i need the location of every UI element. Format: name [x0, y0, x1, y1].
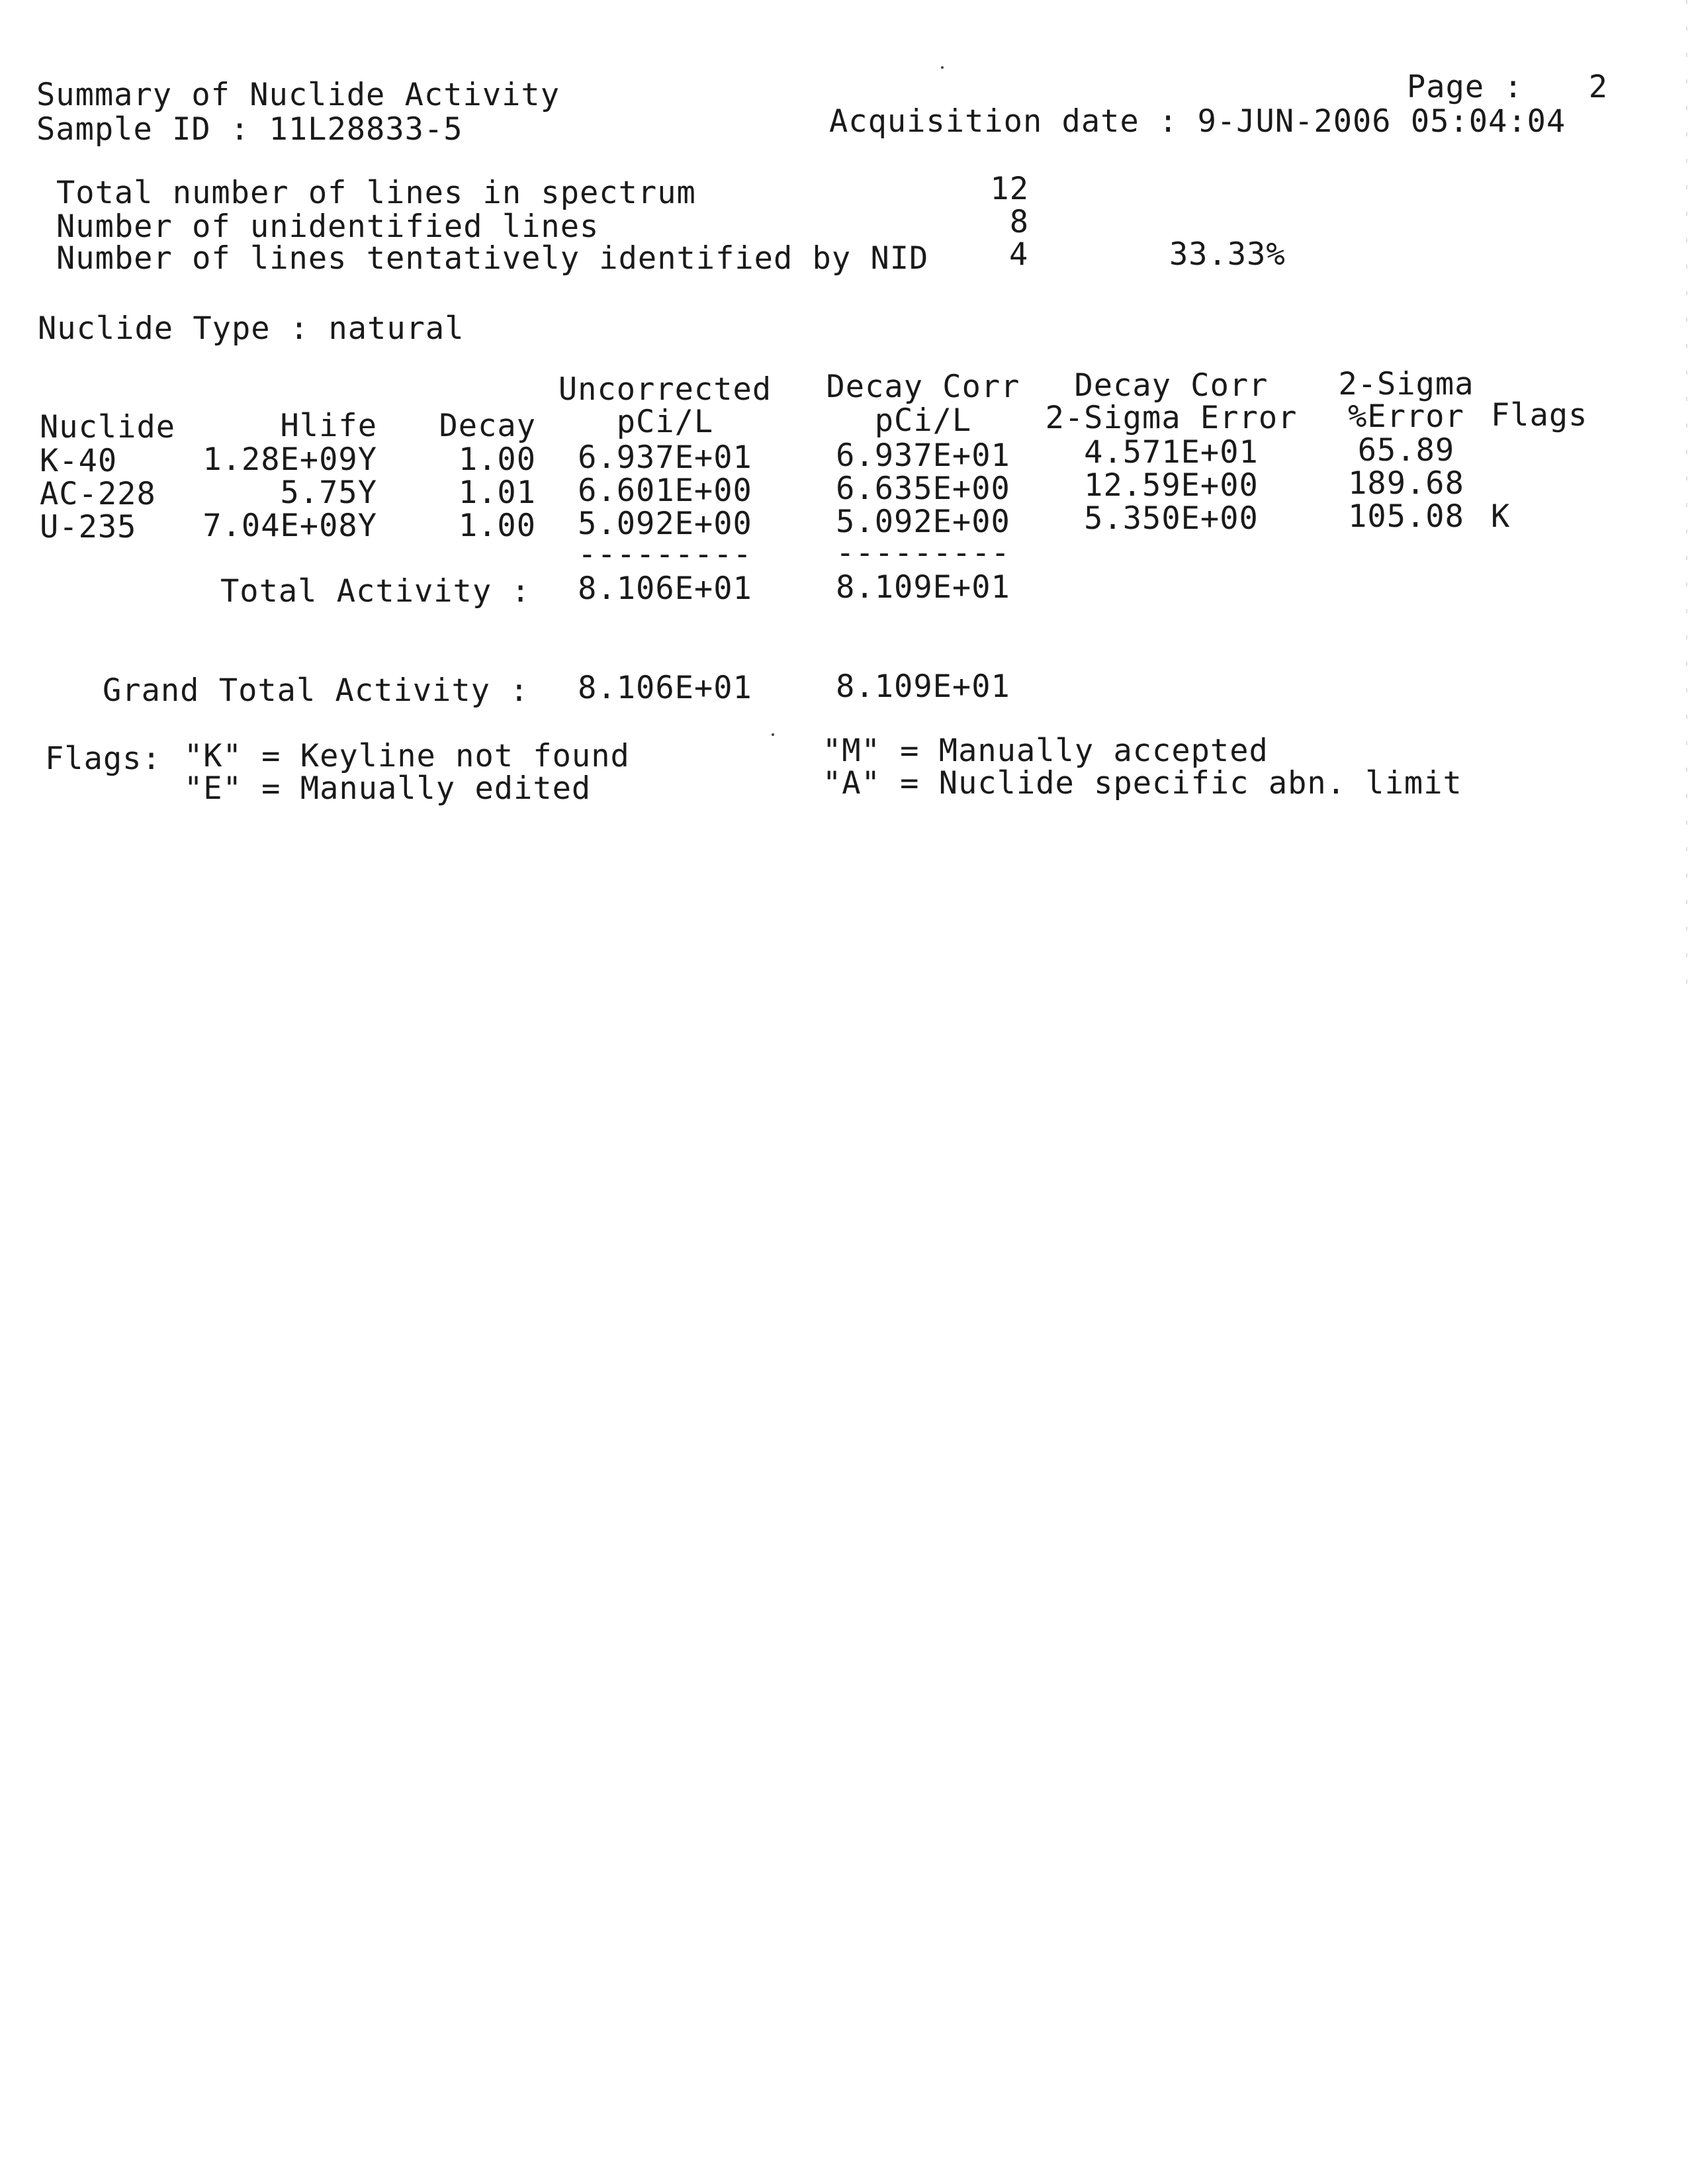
header-decay-corr: Decay Corr: [826, 369, 1020, 405]
row-decay: 1.00: [458, 508, 536, 544]
header-decay-corr-unit: pCi/L: [874, 402, 972, 439]
grand-total-label: Grand Total Activity :: [103, 672, 529, 709]
row-error: 12.59E+00: [1084, 467, 1259, 504]
row-uncorrected: 5.092E+00: [578, 506, 752, 542]
flag-a-legend: "A" = Nuclide specific abn. limit: [823, 765, 1462, 801]
row-uncorrected: 6.937E+01: [578, 439, 752, 476]
acquisition-date: Acquisition date : 9-JUN-2006 05:04:04: [829, 103, 1566, 140]
separator-uncorrected: ---------: [578, 536, 752, 572]
row-decay: 1.00: [458, 441, 536, 478]
row-decay-corr: 5.092E+00: [836, 504, 1010, 540]
total-activity-decay-corr: 8.109E+01: [836, 569, 1010, 606]
tentative-lines-value: 4: [1009, 236, 1029, 273]
header-percent-sigma: 2-Sigma: [1338, 366, 1474, 402]
unidentified-lines-label: Number of unidentified lines: [56, 208, 600, 245]
scan-edge-artifact: [1686, 0, 1687, 993]
header-error: Decay Corr: [1074, 367, 1269, 404]
row-error: 5.350E+00: [1084, 500, 1259, 537]
tentative-lines-percent: 33.33%: [1169, 236, 1286, 273]
header-error-sigma: 2-Sigma Error: [1045, 400, 1298, 436]
row-decay-corr: 6.635E+00: [836, 471, 1010, 507]
total-lines-label: Total number of lines in spectrum: [56, 175, 696, 211]
row-percent-error: 189.68: [1348, 465, 1464, 502]
tentative-lines-label: Number of lines tentatively identified by NID: [56, 240, 929, 277]
row-hlife: 7.04E+08Y: [202, 508, 377, 544]
report-title: Summary of Nuclide Activity: [36, 77, 560, 113]
header-nuclide: Nuclide: [40, 409, 176, 445]
row-flag: K: [1491, 498, 1511, 535]
row-percent-error: 65.89: [1357, 432, 1455, 469]
row-hlife: 5.75Y: [280, 475, 377, 511]
header-hlife: Hlife: [280, 408, 377, 444]
row-decay: 1.01: [458, 475, 536, 511]
row-nuclide: K-40: [40, 443, 118, 479]
scan-speck: [941, 66, 944, 69]
row-nuclide: AC-228: [40, 476, 156, 512]
page-label: Page :: [1407, 69, 1523, 105]
row-percent-error: 105.08: [1348, 498, 1464, 535]
flags-label: Flags:: [45, 741, 161, 777]
total-activity-uncorrected: 8.106E+01: [578, 570, 752, 607]
total-activity-label: Total Activity :: [220, 573, 531, 610]
unidentified-lines-value: 8: [1009, 204, 1029, 240]
row-decay-corr: 6.937E+01: [836, 437, 1010, 474]
total-lines-value: 12: [990, 171, 1029, 207]
header-percent-error: %Error: [1348, 398, 1464, 435]
row-error: 4.571E+01: [1084, 434, 1259, 471]
row-uncorrected: 6.601E+00: [578, 473, 752, 509]
grand-total-decay-corr: 8.109E+01: [836, 668, 1010, 705]
flag-e-legend: "E" = Manually edited: [184, 770, 592, 807]
header-uncorrected: Uncorrected: [558, 371, 772, 408]
sample-id: Sample ID : 11L28833-5: [36, 111, 463, 148]
header-decay: Decay: [439, 408, 536, 444]
header-flags: Flags: [1491, 397, 1588, 433]
flag-k-legend: "K" = Keyline not found: [184, 738, 630, 774]
header-uncorrected-unit: pCi/L: [616, 404, 714, 440]
separator-decay-corr: ---------: [836, 535, 1010, 571]
nuclide-type: Nuclide Type : natural: [38, 310, 465, 347]
page-number: 2: [1588, 69, 1608, 105]
grand-total-uncorrected: 8.106E+01: [578, 670, 752, 706]
scan-speck: [772, 733, 774, 736]
flag-m-legend: "M" = Manually accepted: [823, 733, 1269, 769]
row-hlife: 1.28E+09Y: [202, 441, 377, 478]
row-nuclide: U-235: [40, 509, 137, 545]
